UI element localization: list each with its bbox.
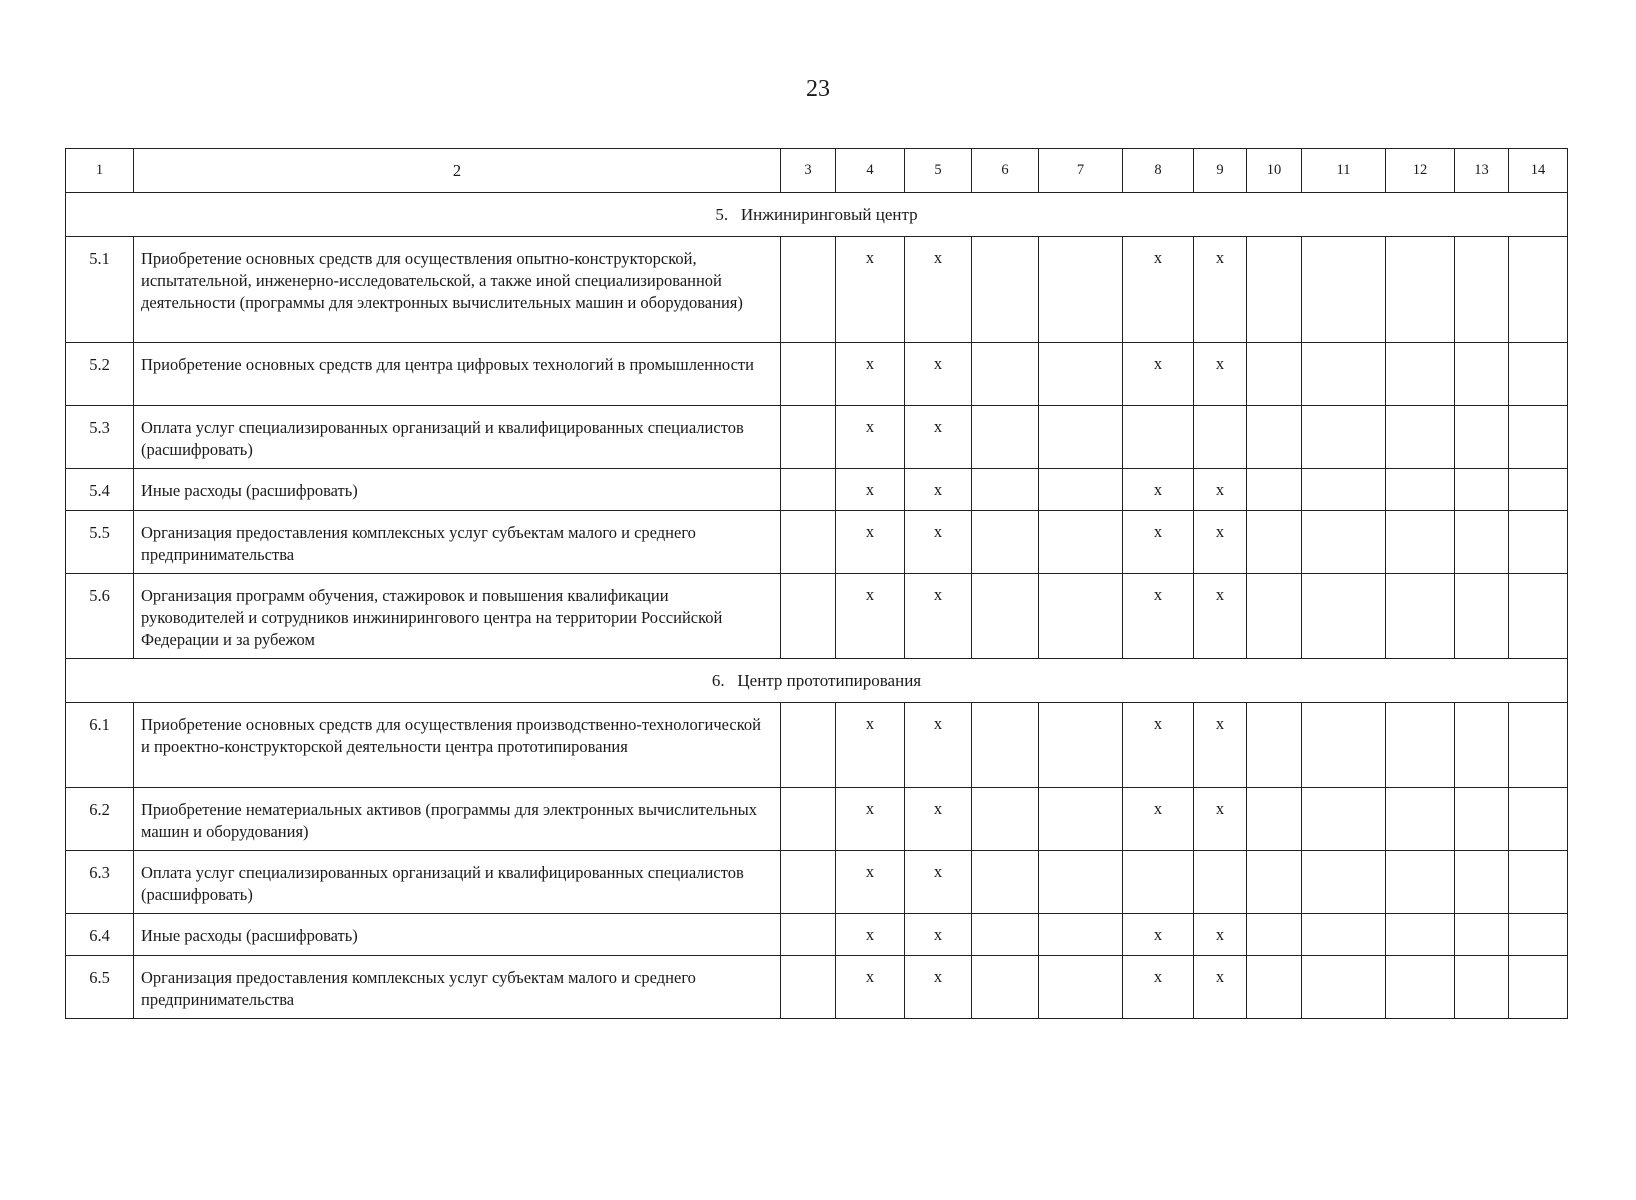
mark-cell-col-14 [1509,574,1568,659]
row-number: 5.2 [66,343,134,406]
mark-cell-col-5: x [905,851,972,914]
mark-cell-col-12 [1386,469,1455,511]
mark-cell-col-5: x [905,343,972,406]
mark-cell-col-8: x [1123,703,1194,788]
mark-cell-col-4: x [836,703,905,788]
column-number-13: 13 [1455,149,1509,193]
mark-cell-col-4: x [836,343,905,406]
mark-cell-col-14 [1509,237,1568,343]
mark-cell-col-6 [972,788,1039,851]
mark-cell-col-10 [1247,406,1302,469]
column-number-6: 6 [972,149,1039,193]
mark-cell-col-13 [1455,237,1509,343]
mark-cell-col-13 [1455,851,1509,914]
mark-cell-col-9: x [1194,703,1247,788]
mark-cell-col-7 [1039,511,1123,574]
mark-cell-col-4: x [836,956,905,1019]
mark-cell-col-14 [1509,914,1568,956]
expense-table [65,148,1568,1019]
mark-cell-col-11 [1302,343,1386,406]
column-number-10: 10 [1247,149,1302,193]
mark-cell-col-7 [1039,956,1123,1019]
mark-cell-col-4: x [836,788,905,851]
row-number: 5.4 [66,469,134,511]
mark-cell-col-6 [972,469,1039,511]
mark-cell-col-13 [1455,469,1509,511]
mark-cell-col-3 [781,788,836,851]
mark-cell-col-14 [1509,703,1568,788]
mark-cell-col-11 [1302,406,1386,469]
mark-cell-col-13 [1455,406,1509,469]
column-number-11: 11 [1302,149,1386,193]
mark-cell-col-10 [1247,511,1302,574]
mark-cell-col-12 [1386,237,1455,343]
mark-cell-col-13 [1455,956,1509,1019]
mark-cell-col-6 [972,914,1039,956]
mark-cell-col-14 [1509,511,1568,574]
row-number: 5.3 [66,406,134,469]
mark-cell-col-3 [781,574,836,659]
table-row [66,343,1568,406]
mark-cell-col-8: x [1123,574,1194,659]
column-number-3: 3 [781,149,836,193]
mark-cell-col-9: x [1194,788,1247,851]
table-row [66,914,1568,956]
mark-cell-col-13 [1455,703,1509,788]
mark-cell-col-7 [1039,574,1123,659]
mark-cell-col-9: x [1194,511,1247,574]
mark-cell-col-3 [781,851,836,914]
row-description: Приобретение основных средств для центра цифровых технологий в промышленности [134,343,781,406]
mark-cell-col-5: x [905,788,972,851]
mark-cell-col-9: x [1194,237,1247,343]
mark-cell-col-8: x [1123,469,1194,511]
mark-cell-col-5: x [905,703,972,788]
mark-cell-col-3 [781,469,836,511]
table-row [66,406,1568,469]
mark-cell-col-14 [1509,406,1568,469]
mark-cell-col-10 [1247,469,1302,511]
mark-cell-col-8 [1123,406,1194,469]
mark-cell-col-11 [1302,511,1386,574]
mark-cell-col-12 [1386,851,1455,914]
mark-cell-col-3 [781,511,836,574]
mark-cell-col-3 [781,237,836,343]
table-row [66,237,1568,343]
mark-cell-col-12 [1386,511,1455,574]
mark-cell-col-3 [781,406,836,469]
table-row [66,511,1568,574]
mark-cell-col-6 [972,511,1039,574]
table-row [66,956,1568,1019]
mark-cell-col-3 [781,343,836,406]
mark-cell-col-5: x [905,574,972,659]
row-number: 5.6 [66,574,134,659]
mark-cell-col-8: x [1123,511,1194,574]
mark-cell-col-5: x [905,511,972,574]
mark-cell-col-7 [1039,703,1123,788]
mark-cell-col-11 [1302,851,1386,914]
mark-cell-col-11 [1302,914,1386,956]
mark-cell-col-14 [1509,956,1568,1019]
mark-cell-col-14 [1509,851,1568,914]
row-number: 5.5 [66,511,134,574]
mark-cell-col-4: x [836,574,905,659]
mark-cell-col-10 [1247,914,1302,956]
mark-cell-col-9: x [1194,469,1247,511]
row-description: Организация программ обучения, стажировок и повышения квалификации руководителей и сотрудников инжинирингового центра на территории Российской Федерации и за рубежом [134,574,781,659]
mark-cell-col-6 [972,956,1039,1019]
column-number-7: 7 [1039,149,1123,193]
row-number: 5.1 [66,237,134,343]
mark-cell-col-7 [1039,406,1123,469]
mark-cell-col-11 [1302,703,1386,788]
mark-cell-col-4: x [836,469,905,511]
mark-cell-col-8: x [1123,788,1194,851]
mark-cell-col-9 [1194,851,1247,914]
row-description: Иные расходы (расшифровать) [134,469,781,511]
mark-cell-col-14 [1509,788,1568,851]
mark-cell-col-12 [1386,788,1455,851]
mark-cell-col-12 [1386,574,1455,659]
mark-cell-col-6 [972,703,1039,788]
mark-cell-col-4: x [836,511,905,574]
section-title: 6. Центр прототипирования [66,659,1568,703]
mark-cell-col-12 [1386,406,1455,469]
mark-cell-col-5: x [905,406,972,469]
mark-cell-col-13 [1455,574,1509,659]
mark-cell-col-13 [1455,788,1509,851]
mark-cell-col-10 [1247,574,1302,659]
column-number-9: 9 [1194,149,1247,193]
table-row [66,703,1568,788]
mark-cell-col-7 [1039,788,1123,851]
mark-cell-col-10 [1247,956,1302,1019]
page-number: 23 [806,76,830,102]
mark-cell-col-13 [1455,511,1509,574]
row-description: Иные расходы (расшифровать) [134,914,781,956]
mark-cell-col-6 [972,851,1039,914]
mark-cell-col-6 [972,237,1039,343]
mark-cell-col-10 [1247,343,1302,406]
column-number-row [66,149,1568,193]
column-number-4: 4 [836,149,905,193]
column-number-14: 14 [1509,149,1568,193]
mark-cell-col-10 [1247,788,1302,851]
mark-cell-col-11 [1302,956,1386,1019]
row-number: 6.2 [66,788,134,851]
mark-cell-col-8: x [1123,343,1194,406]
column-number-5: 5 [905,149,972,193]
section-row [66,193,1568,237]
mark-cell-col-12 [1386,914,1455,956]
mark-cell-col-14 [1509,469,1568,511]
row-number: 6.4 [66,914,134,956]
section-title: 5. Инжиниринговый центр [66,193,1568,237]
mark-cell-col-5: x [905,237,972,343]
mark-cell-col-14 [1509,343,1568,406]
row-description: Оплата услуг специализированных организаций и квалифицированных специалистов (расшифровать) [134,851,781,914]
mark-cell-col-4: x [836,406,905,469]
row-description: Оплата услуг специализированных организаций и квалифицированных специалистов (расшифровать) [134,406,781,469]
mark-cell-col-12 [1386,343,1455,406]
row-description: Приобретение основных средств для осуществления производственно-технологической и проектно-конструкторской деятельности центра прототипирования [134,703,781,788]
mark-cell-col-5: x [905,914,972,956]
mark-cell-col-8: x [1123,914,1194,956]
mark-cell-col-12 [1386,956,1455,1019]
mark-cell-col-4: x [836,914,905,956]
mark-cell-col-6 [972,574,1039,659]
mark-cell-col-10 [1247,703,1302,788]
table-row [66,788,1568,851]
mark-cell-col-11 [1302,469,1386,511]
section-row [66,659,1568,703]
column-number-8: 8 [1123,149,1194,193]
row-description: Приобретение нематериальных активов (программы для электронных вычислительных машин и оборудования) [134,788,781,851]
table-row [66,469,1568,511]
mark-cell-col-12 [1386,703,1455,788]
mark-cell-col-13 [1455,914,1509,956]
mark-cell-col-7 [1039,237,1123,343]
mark-cell-col-4: x [836,851,905,914]
column-number-12: 12 [1386,149,1455,193]
mark-cell-col-6 [972,343,1039,406]
mark-cell-col-9 [1194,406,1247,469]
mark-cell-col-9: x [1194,343,1247,406]
row-number: 6.3 [66,851,134,914]
table-row [66,851,1568,914]
mark-cell-col-9: x [1194,574,1247,659]
mark-cell-col-3 [781,914,836,956]
mark-cell-col-3 [781,956,836,1019]
mark-cell-col-6 [972,406,1039,469]
mark-cell-col-5: x [905,956,972,1019]
mark-cell-col-7 [1039,914,1123,956]
mark-cell-col-8: x [1123,956,1194,1019]
mark-cell-col-8 [1123,851,1194,914]
mark-cell-col-7 [1039,851,1123,914]
row-description: Приобретение основных средств для осуществления опытно-конструкторской, испытательной, инженерно-исследовательской, а также иной специализированной деятельности (программы для электронных вычислительных машин и оборудования) [134,237,781,343]
mark-cell-col-7 [1039,469,1123,511]
mark-cell-col-10 [1247,851,1302,914]
row-description: Организация предоставления комплексных услуг субъектам малого и среднего предпринимательства [134,511,781,574]
mark-cell-col-11 [1302,574,1386,659]
mark-cell-col-8: x [1123,237,1194,343]
mark-cell-col-7 [1039,343,1123,406]
table-row [66,574,1568,659]
row-number: 6.5 [66,956,134,1019]
row-number: 6.1 [66,703,134,788]
mark-cell-col-3 [781,703,836,788]
mark-cell-col-9: x [1194,914,1247,956]
column-number-1: 1 [66,149,134,193]
mark-cell-col-5: x [905,469,972,511]
mark-cell-col-11 [1302,237,1386,343]
mark-cell-col-9: x [1194,956,1247,1019]
mark-cell-col-13 [1455,343,1509,406]
column-number-2: 2 [134,149,781,193]
mark-cell-col-4: x [836,237,905,343]
mark-cell-col-10 [1247,237,1302,343]
row-description: Организация предоставления комплексных услуг субъектам малого и среднего предпринимательства [134,956,781,1019]
mark-cell-col-11 [1302,788,1386,851]
